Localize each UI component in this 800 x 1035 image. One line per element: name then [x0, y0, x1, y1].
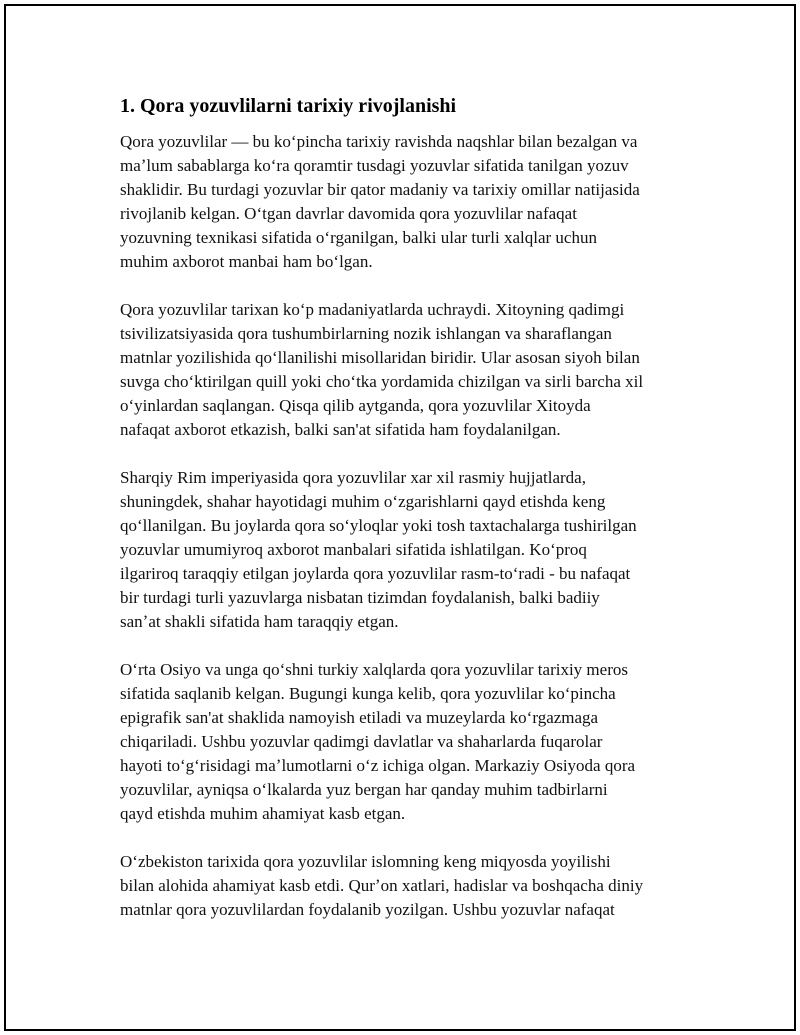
paragraph-3 [120, 466, 700, 634]
text-line: tsivilizatsiyasida qora tushumbirlarning nozik ishlangan va sharaflangan [120, 324, 612, 343]
text-line: suvga choʻktirilgan quill yoki choʻtka yordamida chizilgan va sirli barcha xil [120, 372, 644, 391]
text-line: bir turdagi turli yazuvlarga nisbatan tizimdan foydalanish, balki badiiy [120, 588, 600, 607]
page-frame [4, 4, 796, 1031]
text-line: sifatida saqlanib kelgan. Bugungi kunga kelib, qora yozuvlilar koʻpincha [120, 684, 616, 703]
text-line: qoʻllanilgan. Bu joylarda qora soʻyloqlar yoki tosh taxtachalarga tushirilgan [120, 516, 637, 535]
text-line: shuningdek, shahar hayotidagi muhim oʻzgarishlarni qayd etishda keng [120, 492, 606, 511]
text-line: Sharqiy Rim imperiyasida qora yozuvlilar xar xil rasmiy hujjatlarda, [120, 468, 586, 487]
document-body [120, 92, 700, 922]
text-line: hayoti toʻgʻrisidagi maʼlumotlarni oʻz ichiga olgan. Markaziy Osiyoda qora [120, 756, 636, 775]
text-line: bilan alohida ahamiyat kasb etdi. Qurʼon xatlari, hadislar va boshqacha diniy [120, 876, 644, 895]
text-line: nafaqat axborot etkazish, balki san'at sifatida ham foydalanilgan. [120, 420, 561, 439]
text-line: Oʻzbekiston tarixida qora yozuvlilar islomning keng miqyosda yoyilishi [120, 852, 611, 871]
text-line: epigrafik san'at shaklida namoyish etiladi va muzeylarda koʻrgazmaga [120, 708, 599, 727]
paragraph-1 [120, 130, 700, 274]
paragraph-2 [120, 298, 700, 442]
text-line: muhim axborot manbai ham boʻlgan. [120, 252, 373, 271]
paragraph-5 [120, 850, 700, 922]
text-line: rivojlanib kelgan. Oʻtgan davrlar davomida qora yozuvlilar nafaqat [120, 204, 577, 223]
text-line: Oʻrta Osiyo va unga qoʻshni turkiy xalqlarda qora yozuvlilar tarixiy meros [120, 660, 628, 679]
text-line: matnlar qora yozuvlilardan foydalanib yozilgan. Ushbu yozuvlar nafaqat [120, 900, 615, 919]
text-line: sanʼat shakli sifatida ham taraqqiy etgan. [120, 612, 399, 631]
text-line: Qora yozuvlilar tarixan koʻp madaniyatlarda uchraydi. Xitoyning qadimgi [120, 300, 625, 319]
text-line: Qora yozuvlilar — bu koʻpincha tarixiy ravishda naqshlar bilan bezalgan va [120, 132, 638, 151]
text-line: yozuvlilar, ayniqsa oʻlkalarda yuz bergan har qanday muhim tadbirlarni [120, 780, 608, 799]
section-heading: 1. Qora yozuvlilarni tarixiy rivojlanishi [120, 95, 457, 117]
text-line: ilgariroq taraqqiy etilgan joylarda qora yozuvlilar rasm-toʻradi - bu nafaqat [120, 564, 631, 583]
text-line: matnlar yozilishida qoʻllanilishi misollaridan biridir. Ular asosan siyoh bilan [120, 348, 640, 367]
text-line: shaklidir. Bu turdagi yozuvlar bir qator madaniy va tarixiy omillar natijasida [120, 180, 640, 199]
text-line: yozuvlar umumiyroq axborot manbalari sifatida ishlatilgan. Koʻproq [120, 540, 587, 559]
paragraph-4 [120, 658, 700, 826]
text-line: oʻyinlardan saqlangan. Qisqa qilib aytganda, qora yozuvlilar Xitoyda [120, 396, 591, 415]
text-line: qayd etishda muhim ahamiyat kasb etgan. [120, 804, 406, 823]
text-line: yozuvning texnikasi sifatida oʻrganilgan, balki ular turli xalqlar uchun [120, 228, 597, 247]
text-line: maʼlum sabablarga koʻra qoramtir tusdagi yozuvlar sifatida tanilgan yozuv [120, 156, 629, 175]
text-line: chiqariladi. Ushbu yozuvlar qadimgi davlatlar va shaharlarda fuqarolar [120, 732, 603, 751]
